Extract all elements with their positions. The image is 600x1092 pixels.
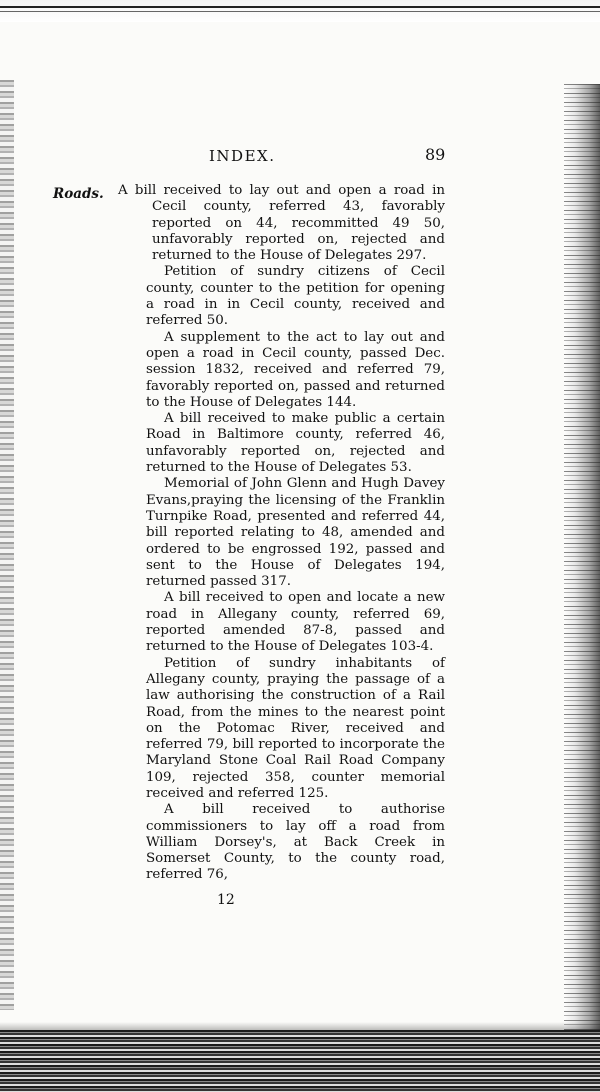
index-entry-label: Roads. bbox=[53, 186, 104, 202]
index-paragraph: Petition of sundry inhabitants of Allegany county, praying the passage of a law authorising the construction of a Rail Road, from the mines to the nearest point on the Potomac River, received and referred 79, bill reported to incorporate the Maryland Stone Coal Rail Road Company 109, rejected 358, counter memorial received and referred 125. bbox=[146, 655, 445, 801]
index-paragraph: A supplement to the act to lay out and open a road in Cecil county, passed Dec. session 1832, received and referred 79, favorably reported on, passed and returned to the House of Delegates 144. bbox=[146, 329, 445, 410]
index-entry-body bbox=[118, 183, 445, 884]
signature-mark: 12 bbox=[217, 892, 235, 908]
page-number: 89 bbox=[425, 145, 446, 164]
index-paragraph: A bill received to authorise commissioners to lay off a road from William Dorsey's, at Back Creek in Somerset County, to the county road, referred 76, bbox=[146, 802, 445, 883]
running-header bbox=[0, 147, 600, 171]
page-title: INDEX. bbox=[209, 147, 276, 165]
index-paragraph: A bill received to open and locate a new road in Allegany county, referred 69, reported amended 87-8, passed and returned to the House of Delegates 103-4. bbox=[146, 590, 445, 655]
index-paragraph: A bill received to lay out and open a road in Cecil county, referred 43, favorably reported on 44, recommitted 49 50, unfavorably reported on, rejected and returned to the House of Delegates 297. bbox=[118, 183, 445, 264]
bottom-binding-edge bbox=[0, 1030, 600, 1092]
top-binding-edge bbox=[0, 0, 600, 22]
right-page-edge bbox=[564, 84, 600, 1044]
index-paragraph: A bill received to make public a certain Road in Baltimore county, referred 46, unfavorably reported on, rejected and returned to the House of Delegates 53. bbox=[146, 411, 445, 476]
index-paragraph: Memorial of John Glenn and Hugh Davey Evans,praying the licensing of the Franklin Turnpike Road, presented and referred 44, bill reported relating to 48, amended and ordered to be engrossed 192, passed and sent to the House of Delegates 194, returned passed 317. bbox=[146, 476, 445, 590]
left-page-edge bbox=[0, 80, 14, 1010]
index-paragraph: Petition of sundry citizens of Cecil county, counter to the petition for opening a road in in Cecil county, received and referred 50. bbox=[146, 264, 445, 329]
